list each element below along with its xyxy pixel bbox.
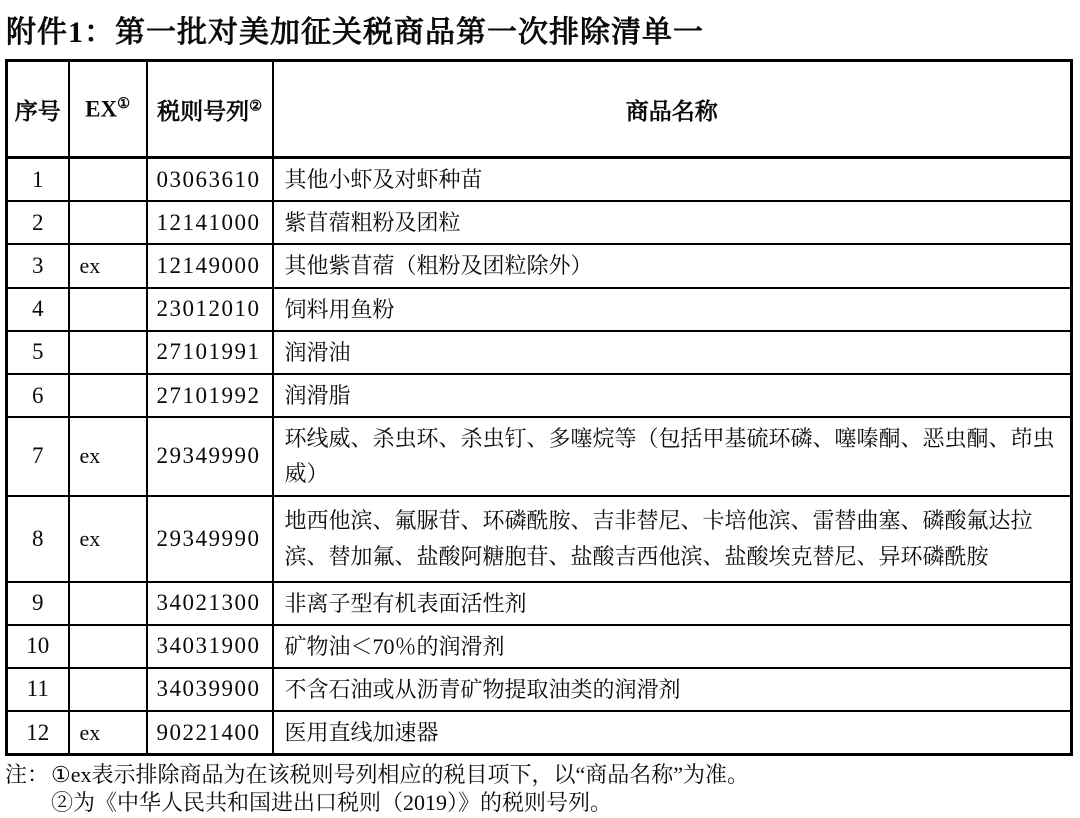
row-product-name: 饲料用鱼粉 (273, 288, 1072, 331)
table-row (7, 158, 1072, 202)
row-product-name: 紫苜蓿粗粉及团粒 (273, 201, 1072, 244)
row-serial-no: 1 (7, 158, 69, 202)
row-ex-flag (69, 625, 147, 668)
table-row (7, 582, 1072, 625)
row-tariff-code: 27101992 (147, 374, 273, 417)
row-product-name: 地西他滨、氟脲苷、环磷酰胺、吉非替尼、卡培他滨、雷替曲塞、磷酸氟达拉滨、替加氟、盐酸阿糖胞苷、盐酸吉西他滨、盐酸埃克替尼、异环磷酰胺 (273, 496, 1072, 582)
table-row (7, 496, 1072, 582)
column-header-ex-label: EX (85, 96, 118, 122)
table-row (7, 668, 1072, 711)
row-tariff-code: 34039900 (147, 668, 273, 711)
column-header-serial-no-label: 序号 (14, 98, 61, 124)
column-header-tariff-code-label: 税则号列 (157, 98, 250, 124)
table-row (7, 374, 1072, 417)
row-ex-flag: ex (69, 417, 147, 495)
row-serial-no: 3 (7, 244, 69, 287)
row-tariff-code: 12141000 (147, 201, 273, 244)
row-ex-flag: ex (69, 711, 147, 755)
row-product-name: 润滑脂 (273, 374, 1072, 417)
row-serial-no: 8 (7, 496, 69, 582)
row-ex-flag (69, 288, 147, 331)
table-row (7, 417, 1072, 495)
row-tariff-code: 03063610 (147, 158, 273, 202)
row-tariff-code: 34021300 (147, 582, 273, 625)
row-serial-no: 12 (7, 711, 69, 755)
table-row (7, 244, 1072, 287)
page-title: 附件1：第一批对美加征关税商品第一次排除清单一 (6, 16, 704, 49)
row-product-name: 环线威、杀虫环、杀虫钉、多噻烷等（包括甲基硫环磷、噻嗪酮、恶虫酮、茚虫威） (273, 417, 1072, 495)
row-tariff-code: 12149000 (147, 244, 273, 287)
footnote-line-1: ①ex表示排除商品为在该税则号列相应的税目项下，以“商品名称”为准。 (51, 762, 750, 788)
row-tariff-code: 29349990 (147, 417, 273, 495)
row-tariff-code: 90221400 (147, 711, 273, 755)
row-tariff-code: 27101991 (147, 331, 273, 374)
footnotes (5, 761, 1080, 817)
column-header-product-name-label: 商品名称 (625, 98, 718, 124)
row-tariff-code: 34031900 (147, 625, 273, 668)
table-body (7, 158, 1072, 755)
column-header-serial-no (7, 61, 69, 158)
table-header-row (7, 61, 1072, 158)
row-ex-flag (69, 668, 147, 711)
table-row (7, 711, 1072, 755)
row-tariff-code: 23012010 (147, 288, 273, 331)
table-row (7, 201, 1072, 244)
row-serial-no: 11 (7, 668, 69, 711)
row-serial-no: 6 (7, 374, 69, 417)
footnote-line-2: ②为《中华人民共和国进出口税则（2019）》的税则号列。 (51, 790, 613, 816)
row-ex-flag (69, 582, 147, 625)
row-product-name: 其他小虾及对虾种苗 (273, 158, 1072, 202)
footnote-lines (49, 761, 749, 817)
table-row (7, 625, 1072, 668)
table-row (7, 288, 1072, 331)
row-product-name: 医用直线加速器 (273, 711, 1072, 755)
row-ex-flag (69, 374, 147, 417)
row-serial-no: 9 (7, 582, 69, 625)
row-ex-flag: ex (69, 496, 147, 582)
tariff-exclusion-table (5, 59, 1073, 756)
column-header-tariff-code (147, 61, 273, 158)
footnote-marker-2: ② (249, 97, 262, 114)
row-ex-flag: ex (69, 244, 147, 287)
column-header-product-name (273, 61, 1072, 158)
row-product-name: 非离子型有机表面活性剂 (273, 582, 1072, 625)
table-header (7, 61, 1072, 158)
footnote-label: 注： (5, 762, 50, 788)
row-tariff-code: 29349990 (147, 496, 273, 582)
row-serial-no: 5 (7, 331, 69, 374)
row-product-name: 不含石油或从沥青矿物提取油类的润滑剂 (273, 668, 1072, 711)
column-header-ex (69, 61, 147, 158)
row-serial-no: 7 (7, 417, 69, 495)
row-serial-no: 4 (7, 288, 69, 331)
row-product-name: 矿物油＜70％的润滑剂 (273, 625, 1072, 668)
table-row (7, 331, 1072, 374)
row-ex-flag (69, 201, 147, 244)
row-product-name: 润滑油 (273, 331, 1072, 374)
row-serial-no: 2 (7, 201, 69, 244)
row-ex-flag (69, 158, 147, 202)
row-product-name: 其他紫苜蓿（粗粉及团粒除外） (273, 244, 1072, 287)
footnote-marker-1: ① (117, 95, 130, 112)
row-serial-no: 10 (7, 625, 69, 668)
row-ex-flag (69, 331, 147, 374)
